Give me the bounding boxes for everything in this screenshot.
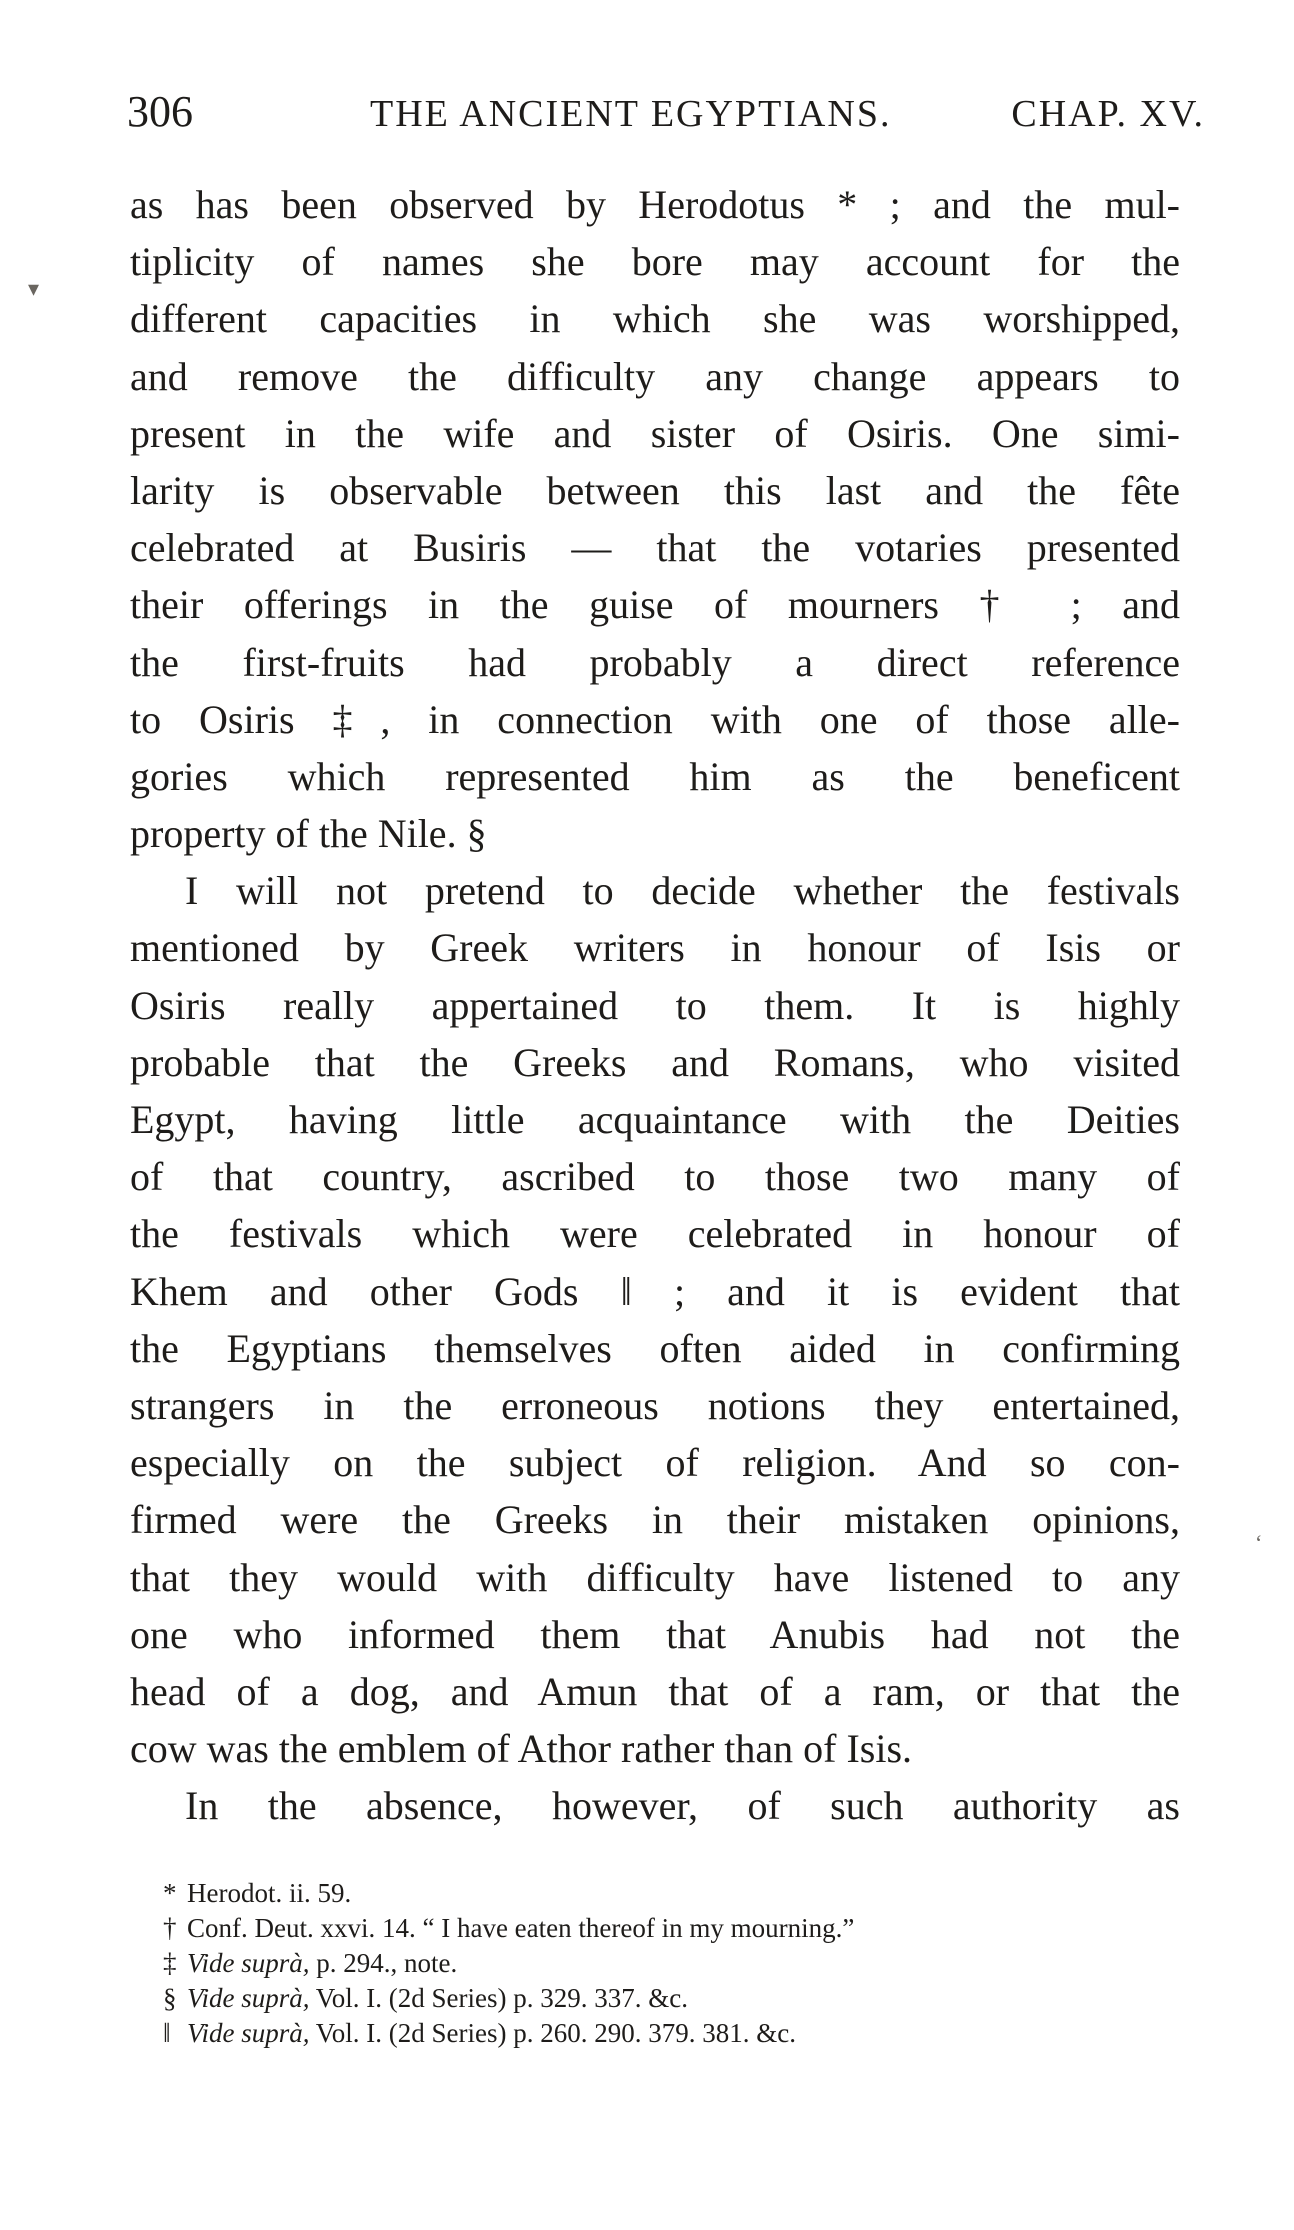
footnote [163, 1981, 1163, 2016]
text-line: gories which represented him as the beneficent [130, 753, 1180, 799]
page-number: 306 [127, 87, 193, 136]
footnote-text: Vol. I. (2d Series) p. 329. 337. &c. [309, 1983, 688, 2013]
text-line: and remove the difficulty any change appears to [130, 353, 1180, 399]
text-line: of that country, ascribed to those two many of [130, 1154, 1180, 1200]
text-line: that they would with difficulty have listened to any [130, 1554, 1180, 1600]
text-line: especially on the subject of religion. And so con- [130, 1440, 1180, 1486]
text-line: mentioned by Greek writers in honour of Isis or [130, 925, 1180, 971]
text-line: their offerings in the guise of mourners † ; and [130, 582, 1180, 628]
footnote-text: Vol. I. (2d Series) p. 260. 290. 379. 381. &c. [309, 2018, 796, 2048]
text-line: to Osiris ‡, in connection with one of those alle- [130, 696, 1180, 742]
body-text [130, 176, 1180, 1834]
footnote [163, 1911, 1163, 1946]
text-line: celebrated at Busiris — that the votaries presented [130, 525, 1180, 571]
footnote-mark: † [163, 1913, 177, 1943]
page-header [127, 86, 1205, 142]
text-line: tiplicity of names she bore may account for the [130, 239, 1180, 285]
text-line: Osiris really appertained to them. It is highly [130, 982, 1180, 1028]
text-line: one who informed them that Anubis had not the [130, 1611, 1180, 1657]
margin-speck: ʻ [1255, 1530, 1263, 1555]
footnote-citation-italic: Vide suprà, [187, 1983, 310, 2013]
paragraph-start-line: I will not pretend to decide whether the festivals [185, 868, 1180, 914]
paragraph-end-line: cow was the emblem of Athor rather than of Isis. [130, 1726, 913, 1772]
footnote-mark: ǁ [163, 2018, 171, 2048]
text-line: firmed were the Greeks in their mistaken opinions, [130, 1497, 1180, 1543]
paragraph-start-line: In the absence, however, of such authority as [185, 1783, 1180, 1829]
footnote-text: Conf. Deut. xxvi. 14. “ I have eaten thereof in my mourning.” [187, 1913, 855, 1943]
footnote-citation-italic: Vide suprà, [187, 2018, 310, 2048]
text-line: head of a dog, and Amun that of a ram, or that the [130, 1668, 1180, 1714]
footnote-mark: § [163, 1983, 177, 2013]
text-line: strangers in the erroneous notions they entertained, [130, 1382, 1180, 1428]
text-line: different capacities in which she was worshipped, [130, 296, 1180, 342]
text-line: Khem and other Gods ǁ ; and it is evident that [130, 1268, 1180, 1314]
text-line: larity is observable between this last and the fête [130, 467, 1180, 513]
footnote-text: Herodot. ii. 59. [187, 1878, 352, 1908]
footnote-mark: ‡ [163, 1948, 177, 1978]
text-line: the festivals which were celebrated in honour of [130, 1211, 1180, 1257]
paragraph-end-line: property of the Nile. § [130, 811, 487, 857]
footnote [163, 1876, 1163, 1911]
footnote-citation-italic: Vide suprà, [187, 1948, 310, 1978]
text-line: present in the wife and sister of Osiris. One simi- [130, 410, 1180, 456]
text-line: the Egyptians themselves often aided in confirming [130, 1325, 1180, 1371]
footnote [163, 2016, 1163, 2051]
text-line: probable that the Greeks and Romans, who visited [130, 1039, 1180, 1085]
margin-speck: ▾ [28, 276, 40, 301]
text-line: as has been observed by Herodotus * ; and the mul- [130, 182, 1180, 227]
footnote-text: p. 294., note. [309, 1948, 458, 1978]
text-line: Egypt, having little acquaintance with the Deities [130, 1097, 1180, 1142]
text-line: the first-fruits had probably a direct reference [130, 639, 1180, 685]
footnotes [163, 1876, 1163, 2051]
chapter-label: CHAP. XV. [1011, 93, 1205, 135]
running-head: THE ANCIENT EGYPTIANS. [370, 93, 892, 135]
footnote-mark: * [163, 1878, 177, 1908]
footnote [163, 1946, 1163, 1981]
